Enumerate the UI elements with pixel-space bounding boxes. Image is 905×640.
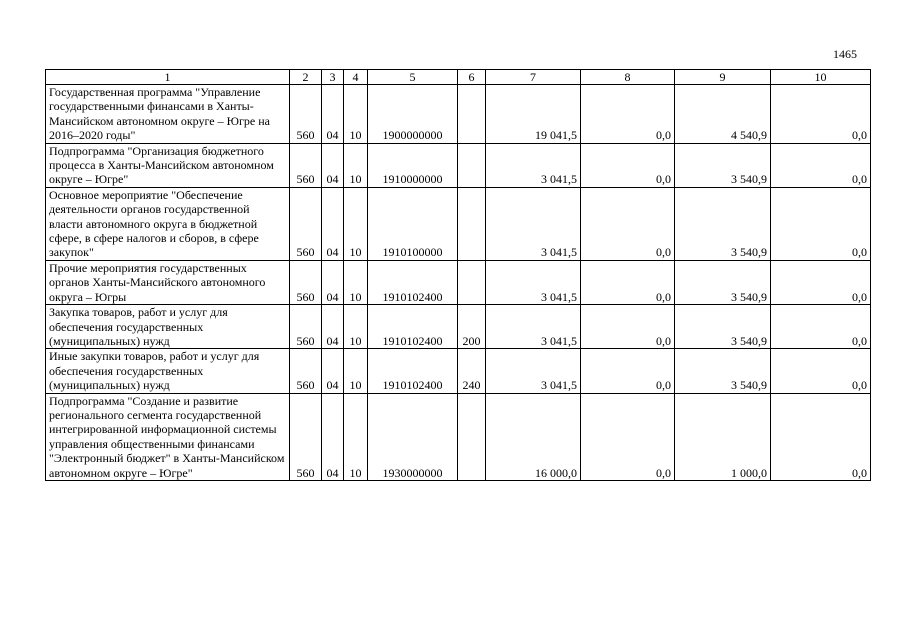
cell-section: 04	[322, 349, 344, 393]
cell-admin-code: 560	[290, 305, 322, 349]
cell-section: 04	[322, 85, 344, 144]
cell-target-code: 1910102400	[368, 260, 458, 304]
row-name: Государственная программа "Управление государственными финансами в Ханты-Мансийском автономном округе – Югре на 2016–2020 годы"	[46, 85, 290, 144]
cell-target-code: 1910102400	[368, 349, 458, 393]
column-header: 2	[290, 70, 322, 85]
column-header: 10	[771, 70, 871, 85]
cell-expense-type	[458, 187, 486, 260]
cell-subsection: 10	[344, 393, 368, 480]
cell-subsection: 10	[344, 187, 368, 260]
cell-admin-code: 560	[290, 349, 322, 393]
cell-expense-type	[458, 143, 486, 187]
table-row	[46, 187, 871, 260]
cell-subsection: 10	[344, 143, 368, 187]
cell-target-code: 1910000000	[368, 143, 458, 187]
cell-amount: 0,0	[771, 143, 871, 187]
cell-amount: 0,0	[581, 143, 675, 187]
column-header: 5	[368, 70, 458, 85]
cell-amount: 19 041,5	[486, 85, 581, 144]
budget-table	[45, 69, 871, 481]
cell-target-code: 1900000000	[368, 85, 458, 144]
cell-amount: 3 540,9	[675, 143, 771, 187]
cell-amount: 4 540,9	[675, 85, 771, 144]
cell-amount: 3 041,5	[486, 260, 581, 304]
row-name: Подпрограмма "Создание и развитие регионального сегмента государственной интегрированной информационной системы управления общественными финансами "Электронный бюджет" в Ханты-Мансийском автономном округе – Югре"	[46, 393, 290, 480]
cell-expense-type	[458, 393, 486, 480]
cell-amount: 0,0	[771, 349, 871, 393]
cell-amount: 3 041,5	[486, 143, 581, 187]
column-header: 8	[581, 70, 675, 85]
cell-expense-type	[458, 85, 486, 144]
cell-amount: 3 041,5	[486, 349, 581, 393]
cell-amount: 0,0	[771, 260, 871, 304]
cell-target-code: 1910102400	[368, 305, 458, 349]
cell-target-code: 1910100000	[368, 187, 458, 260]
cell-amount: 0,0	[771, 305, 871, 349]
row-name: Иные закупки товаров, работ и услуг для обеспечения государственных (муниципальных) нужд	[46, 349, 290, 393]
table-row	[46, 349, 871, 393]
cell-section: 04	[322, 260, 344, 304]
cell-amount: 0,0	[581, 85, 675, 144]
column-header: 7	[486, 70, 581, 85]
row-name: Прочие мероприятия государственных органов Ханты-Мансийского автономного округа – Югры	[46, 260, 290, 304]
cell-subsection: 10	[344, 305, 368, 349]
cell-admin-code: 560	[290, 187, 322, 260]
cell-subsection: 10	[344, 349, 368, 393]
cell-section: 04	[322, 187, 344, 260]
cell-admin-code: 560	[290, 143, 322, 187]
cell-amount: 0,0	[771, 393, 871, 480]
table-row	[46, 143, 871, 187]
cell-admin-code: 560	[290, 85, 322, 144]
cell-section: 04	[322, 393, 344, 480]
cell-amount: 3 540,9	[675, 349, 771, 393]
table-row	[46, 260, 871, 304]
cell-admin-code: 560	[290, 393, 322, 480]
column-header: 1	[46, 70, 290, 85]
cell-amount: 3 540,9	[675, 305, 771, 349]
cell-amount: 0,0	[581, 260, 675, 304]
cell-admin-code: 560	[290, 260, 322, 304]
table-row	[46, 85, 871, 144]
table-row	[46, 305, 871, 349]
table-row	[46, 393, 871, 480]
cell-subsection: 10	[344, 85, 368, 144]
table-header-row	[46, 70, 871, 85]
cell-amount: 0,0	[581, 349, 675, 393]
cell-section: 04	[322, 305, 344, 349]
cell-amount: 16 000,0	[486, 393, 581, 480]
column-header: 6	[458, 70, 486, 85]
cell-amount: 0,0	[581, 187, 675, 260]
page-number: 1465	[833, 47, 857, 61]
cell-amount: 3 540,9	[675, 187, 771, 260]
cell-amount: 3 041,5	[486, 187, 581, 260]
cell-target-code: 1930000000	[368, 393, 458, 480]
cell-subsection: 10	[344, 260, 368, 304]
cell-amount: 0,0	[771, 187, 871, 260]
cell-amount: 3 041,5	[486, 305, 581, 349]
row-name: Закупка товаров, работ и услуг для обеспечения государственных (муниципальных) нужд	[46, 305, 290, 349]
cell-expense-type	[458, 260, 486, 304]
column-header: 9	[675, 70, 771, 85]
column-header: 3	[322, 70, 344, 85]
cell-amount: 0,0	[581, 305, 675, 349]
cell-section: 04	[322, 143, 344, 187]
row-name: Основное мероприятие "Обеспечение деятельности органов государственной власти автономного округа в бюджетной сфере, в сфере налогов и сборов, в сфере закупок"	[46, 187, 290, 260]
cell-amount: 0,0	[771, 85, 871, 144]
cell-expense-type: 240	[458, 349, 486, 393]
cell-expense-type: 200	[458, 305, 486, 349]
cell-amount: 1 000,0	[675, 393, 771, 480]
row-name: Подпрограмма "Организация бюджетного процесса в Ханты-Мансийском автономном округе – Югре"	[46, 143, 290, 187]
cell-amount: 3 540,9	[675, 260, 771, 304]
column-header: 4	[344, 70, 368, 85]
cell-amount: 0,0	[581, 393, 675, 480]
